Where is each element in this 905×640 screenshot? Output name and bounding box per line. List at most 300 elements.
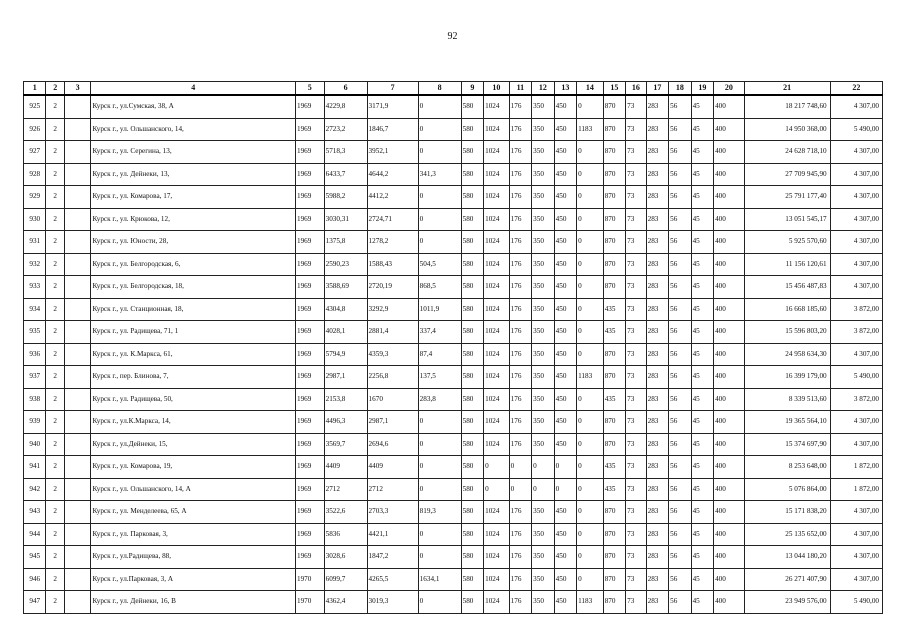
table-cell: 2 — [46, 321, 64, 344]
table-cell — [64, 141, 91, 164]
table-cell: 45 — [691, 568, 713, 591]
table-cell: 26 271 407,90 — [744, 568, 830, 591]
table-cell: 450 — [554, 411, 576, 434]
table-cell — [64, 591, 91, 614]
column-header-6: 6 — [324, 82, 367, 96]
table-cell — [64, 208, 91, 231]
table-cell: 400 — [714, 208, 745, 231]
table-cell: 1969 — [295, 141, 324, 164]
table-cell: 283 — [646, 95, 668, 118]
table-cell: 350 — [532, 591, 554, 614]
table-cell: 4421,1 — [367, 523, 418, 546]
table-cell: 56 — [669, 141, 691, 164]
table-cell: 0 — [577, 546, 604, 569]
table-cell: 4 307,00 — [830, 343, 882, 366]
table-cell: 2987,1 — [324, 366, 367, 389]
table-cell: 0 — [577, 186, 604, 209]
table-cell: 450 — [554, 591, 576, 614]
table-cell: 176 — [509, 298, 531, 321]
table-cell: Курск г., ул. Крюкова, 12, — [91, 208, 296, 231]
table-cell: 350 — [532, 276, 554, 299]
table-cell: 56 — [669, 276, 691, 299]
table-cell: 176 — [509, 208, 531, 231]
table-cell: 350 — [532, 433, 554, 456]
table-cell: 283 — [646, 253, 668, 276]
table-cell: 450 — [554, 568, 576, 591]
table-row — [24, 568, 883, 591]
table-cell: 0 — [577, 95, 604, 118]
table-cell: 400 — [714, 298, 745, 321]
table-cell: 0 — [577, 388, 604, 411]
table-cell: 435 — [603, 298, 625, 321]
table-cell: 870 — [603, 501, 625, 524]
table-cell: 1024 — [484, 231, 510, 254]
table-cell: 2 — [46, 141, 64, 164]
column-header-19: 19 — [691, 82, 713, 96]
table-cell: 56 — [669, 231, 691, 254]
table-cell: 0 — [577, 276, 604, 299]
table-cell: 3028,6 — [324, 546, 367, 569]
table-cell — [64, 343, 91, 366]
table-cell — [64, 433, 91, 456]
table-cell: 1024 — [484, 366, 510, 389]
housing-register-table — [23, 81, 883, 614]
table-cell: 435 — [603, 321, 625, 344]
table-cell — [64, 456, 91, 479]
table-cell: 45 — [691, 388, 713, 411]
table-cell: 45 — [691, 523, 713, 546]
table-cell: 1024 — [484, 253, 510, 276]
table-cell: 73 — [626, 411, 646, 434]
table-cell: 73 — [626, 478, 646, 501]
table-cell: 4 307,00 — [830, 501, 882, 524]
table-cell: 580 — [461, 186, 483, 209]
table-cell: 341,3 — [418, 163, 461, 186]
table-cell: 350 — [532, 95, 554, 118]
table-row — [24, 208, 883, 231]
table-cell: 2 — [46, 253, 64, 276]
table-cell: 350 — [532, 501, 554, 524]
table-cell: 176 — [509, 546, 531, 569]
table-cell: 0 — [484, 456, 510, 479]
table-cell: 2 — [46, 456, 64, 479]
table-cell: 3 872,00 — [830, 388, 882, 411]
table-cell: 56 — [669, 366, 691, 389]
table-cell: 45 — [691, 411, 713, 434]
column-header-2: 2 — [46, 82, 64, 96]
table-cell: 176 — [509, 95, 531, 118]
table-cell: 283 — [646, 501, 668, 524]
table-cell: 283 — [646, 411, 668, 434]
table-cell: 283 — [646, 433, 668, 456]
table-cell: 0 — [484, 478, 510, 501]
table-cell: 283 — [646, 141, 668, 164]
table-cell: 0 — [577, 343, 604, 366]
table-cell: 941 — [24, 456, 46, 479]
table-cell: 580 — [461, 546, 483, 569]
table-cell: 400 — [714, 186, 745, 209]
table-cell: 176 — [509, 523, 531, 546]
table-cell — [64, 523, 91, 546]
table-cell: 450 — [554, 163, 576, 186]
table-cell: 0 — [577, 253, 604, 276]
table-cell: 0 — [418, 433, 461, 456]
table-cell: 4 307,00 — [830, 231, 882, 254]
table-cell: Курск г., ул. Радищева, 50, — [91, 388, 296, 411]
table-cell: 1970 — [295, 591, 324, 614]
table-cell: 0 — [418, 411, 461, 434]
table-cell: Курск г., ул. Белгородская, 6, — [91, 253, 296, 276]
table-cell: 450 — [554, 343, 576, 366]
table-cell: 400 — [714, 141, 745, 164]
table-cell: 3 872,00 — [830, 298, 882, 321]
table-cell: 5 490,00 — [830, 118, 882, 141]
table-cell: 73 — [626, 118, 646, 141]
table-cell: 25 791 177,40 — [744, 186, 830, 209]
table-cell: 4412,2 — [367, 186, 418, 209]
table-cell: 45 — [691, 276, 713, 299]
table-cell: 580 — [461, 231, 483, 254]
column-header-11: 11 — [509, 82, 531, 96]
table-cell: 4 307,00 — [830, 208, 882, 231]
table-cell: 56 — [669, 523, 691, 546]
table-cell: 15 596 803,20 — [744, 321, 830, 344]
table-cell: 1969 — [295, 478, 324, 501]
table-cell: 450 — [554, 141, 576, 164]
table-row — [24, 478, 883, 501]
table-cell: 350 — [532, 231, 554, 254]
table-cell: 4 307,00 — [830, 95, 882, 118]
table-cell — [64, 95, 91, 118]
table-cell: 56 — [669, 388, 691, 411]
table-cell: 2153,8 — [324, 388, 367, 411]
table-cell: 56 — [669, 253, 691, 276]
table-cell: 931 — [24, 231, 46, 254]
table-cell: 940 — [24, 433, 46, 456]
table-cell: 450 — [554, 186, 576, 209]
table-cell: 176 — [509, 591, 531, 614]
table-cell: 3588,69 — [324, 276, 367, 299]
table-cell: Курск г., ул. Радищева, 71, 1 — [91, 321, 296, 344]
table-cell: 45 — [691, 95, 713, 118]
table-cell: 1969 — [295, 95, 324, 118]
table-cell: 1969 — [295, 366, 324, 389]
table-row — [24, 186, 883, 209]
table-cell: 176 — [509, 141, 531, 164]
table-cell: 870 — [603, 343, 625, 366]
table-cell: 935 — [24, 321, 46, 344]
table-cell: 2881,4 — [367, 321, 418, 344]
table-cell: 56 — [669, 478, 691, 501]
table-cell: 283 — [646, 231, 668, 254]
table-cell: 283 — [646, 366, 668, 389]
table-row — [24, 388, 883, 411]
table-cell: 2 — [46, 208, 64, 231]
table-row — [24, 231, 883, 254]
table-cell: 45 — [691, 321, 713, 344]
table-cell: 45 — [691, 433, 713, 456]
table-cell: 1183 — [577, 366, 604, 389]
table-cell: 580 — [461, 118, 483, 141]
table-cell: 45 — [691, 186, 713, 209]
table-cell: 350 — [532, 343, 554, 366]
table-cell: 400 — [714, 231, 745, 254]
table-cell: Курск г., ул. Парковая, 3, — [91, 523, 296, 546]
table-cell: 4 307,00 — [830, 163, 882, 186]
table-cell — [64, 253, 91, 276]
table-cell: 4 307,00 — [830, 141, 882, 164]
column-number-header — [24, 82, 883, 96]
table-cell: 1024 — [484, 343, 510, 366]
table-cell: 2 — [46, 478, 64, 501]
table-cell: 5718,3 — [324, 141, 367, 164]
table-cell: 56 — [669, 568, 691, 591]
table-cell: 1969 — [295, 186, 324, 209]
table-cell: 350 — [532, 321, 554, 344]
table-cell: 928 — [24, 163, 46, 186]
table-cell: 4362,4 — [324, 591, 367, 614]
table-cell: Курск г., ул. Юности, 28, — [91, 231, 296, 254]
table-cell: 580 — [461, 276, 483, 299]
table-cell: 0 — [577, 411, 604, 434]
table-cell: 450 — [554, 501, 576, 524]
table-cell: 1969 — [295, 343, 324, 366]
table-cell: 400 — [714, 523, 745, 546]
table-cell: Курск г., ул.Дейнеки, 15, — [91, 433, 296, 456]
table-cell: 73 — [626, 568, 646, 591]
table-cell: 350 — [532, 568, 554, 591]
table-cell: 1847,2 — [367, 546, 418, 569]
table-cell: 56 — [669, 298, 691, 321]
table-cell: 580 — [461, 523, 483, 546]
table-cell: 400 — [714, 163, 745, 186]
table-cell: 350 — [532, 546, 554, 569]
table-cell: 45 — [691, 118, 713, 141]
table-cell: 580 — [461, 456, 483, 479]
table-cell: 580 — [461, 298, 483, 321]
table-cell: 868,5 — [418, 276, 461, 299]
table-cell: 1024 — [484, 388, 510, 411]
table-cell: 580 — [461, 321, 483, 344]
table-cell: 1024 — [484, 163, 510, 186]
table-cell: 8 253 648,00 — [744, 456, 830, 479]
table-cell: 2694,6 — [367, 433, 418, 456]
table-cell: Курск г., ул. Дейнеки, 13, — [91, 163, 296, 186]
table-cell: 4 307,00 — [830, 568, 882, 591]
table-cell: 3292,9 — [367, 298, 418, 321]
table-cell: 19 365 564,10 — [744, 411, 830, 434]
table-cell: 45 — [691, 141, 713, 164]
table-cell: 3171,9 — [367, 95, 418, 118]
table-cell: 4409 — [324, 456, 367, 479]
table-cell: 8 339 513,60 — [744, 388, 830, 411]
table-cell: Курск г., пер. Блинова, 7, — [91, 366, 296, 389]
table-cell: 56 — [669, 411, 691, 434]
table-cell: 56 — [669, 163, 691, 186]
table-cell: 580 — [461, 163, 483, 186]
table-cell: 400 — [714, 568, 745, 591]
table-cell: 283 — [646, 298, 668, 321]
table-row — [24, 366, 883, 389]
table-cell: 56 — [669, 546, 691, 569]
column-header-21: 21 — [744, 82, 830, 96]
table-cell: 0 — [418, 523, 461, 546]
table-cell: 73 — [626, 253, 646, 276]
table-cell: 1969 — [295, 411, 324, 434]
table-cell: 1024 — [484, 411, 510, 434]
table-cell: 350 — [532, 411, 554, 434]
table-cell: 1278,2 — [367, 231, 418, 254]
table-cell: 870 — [603, 546, 625, 569]
table-cell: 1024 — [484, 118, 510, 141]
table-cell: 13 044 180,20 — [744, 546, 830, 569]
column-header-22: 22 — [830, 82, 882, 96]
table-cell: 870 — [603, 568, 625, 591]
table-cell: 2 — [46, 546, 64, 569]
table-cell: 23 949 576,00 — [744, 591, 830, 614]
table-cell: 45 — [691, 343, 713, 366]
column-header-5: 5 — [295, 82, 324, 96]
table-cell: 870 — [603, 118, 625, 141]
table-cell: 4 307,00 — [830, 523, 882, 546]
table-cell: 1634,1 — [418, 568, 461, 591]
table-cell: 400 — [714, 456, 745, 479]
table-row — [24, 343, 883, 366]
table-cell: 3 872,00 — [830, 321, 882, 344]
table-cell — [64, 546, 91, 569]
table-cell: 934 — [24, 298, 46, 321]
column-header-7: 7 — [367, 82, 418, 96]
table-cell: 870 — [603, 95, 625, 118]
table-cell: 56 — [669, 208, 691, 231]
table-cell: 580 — [461, 501, 483, 524]
table-cell: 73 — [626, 141, 646, 164]
table-cell: 504,5 — [418, 253, 461, 276]
table-cell: 56 — [669, 433, 691, 456]
table-cell: 56 — [669, 501, 691, 524]
table-row — [24, 411, 883, 434]
table-cell: Курск г., ул. Белгородская, 18, — [91, 276, 296, 299]
table-cell: 943 — [24, 501, 46, 524]
table-cell: 4304,8 — [324, 298, 367, 321]
table-cell: 283 — [646, 186, 668, 209]
table-cell: 927 — [24, 141, 46, 164]
table-cell: 2 — [46, 231, 64, 254]
table-cell: 0 — [577, 568, 604, 591]
table-cell: Курск г., ул. К.Маркса, 61, — [91, 343, 296, 366]
table-cell: 73 — [626, 208, 646, 231]
table-cell: Курск г., ул.Сумская, 38, А — [91, 95, 296, 118]
table-cell: 73 — [626, 95, 646, 118]
table-cell: 1024 — [484, 276, 510, 299]
table-cell: 350 — [532, 523, 554, 546]
table-cell: 14 950 368,00 — [744, 118, 830, 141]
table-cell: 870 — [603, 276, 625, 299]
table-cell: 933 — [24, 276, 46, 299]
table-cell: 0 — [509, 456, 531, 479]
column-header-10: 10 — [484, 82, 510, 96]
table-cell: 15 456 487,83 — [744, 276, 830, 299]
table-cell: 580 — [461, 388, 483, 411]
table-cell — [64, 276, 91, 299]
table-cell: 580 — [461, 208, 483, 231]
table-cell: 450 — [554, 388, 576, 411]
table-cell: 45 — [691, 366, 713, 389]
table-cell: 870 — [603, 253, 625, 276]
table-cell: 1969 — [295, 276, 324, 299]
table-cell: 400 — [714, 478, 745, 501]
table-cell: 4 307,00 — [830, 186, 882, 209]
table-cell: 1183 — [577, 118, 604, 141]
column-header-15: 15 — [603, 82, 625, 96]
table-cell: 2720,19 — [367, 276, 418, 299]
table-cell: 1846,7 — [367, 118, 418, 141]
table-cell: 2 — [46, 433, 64, 456]
table-cell: 2 — [46, 501, 64, 524]
table-cell: 2723,2 — [324, 118, 367, 141]
table-cell: 45 — [691, 231, 713, 254]
table-row — [24, 118, 883, 141]
table-cell: 0 — [418, 478, 461, 501]
table-cell: 1183 — [577, 591, 604, 614]
table-cell: 1969 — [295, 298, 324, 321]
table-cell — [64, 501, 91, 524]
table-cell: 45 — [691, 163, 713, 186]
table-cell: 56 — [669, 456, 691, 479]
table-cell: 1375,8 — [324, 231, 367, 254]
table-cell: 1024 — [484, 208, 510, 231]
table-cell: 580 — [461, 568, 483, 591]
table-cell: 450 — [554, 546, 576, 569]
table-cell: 73 — [626, 298, 646, 321]
table-cell: 400 — [714, 321, 745, 344]
table-row — [24, 95, 883, 118]
column-header-4: 4 — [91, 82, 296, 96]
table-cell: 6433,7 — [324, 163, 367, 186]
column-header-14: 14 — [577, 82, 604, 96]
table-cell — [64, 568, 91, 591]
table-cell: 18 217 748,60 — [744, 95, 830, 118]
table-cell: 0 — [418, 95, 461, 118]
table-cell: 945 — [24, 546, 46, 569]
table-cell: 930 — [24, 208, 46, 231]
table-cell: 73 — [626, 523, 646, 546]
table-cell: 0 — [577, 321, 604, 344]
table-cell: 400 — [714, 546, 745, 569]
table-cell: 0 — [577, 456, 604, 479]
table-cell: 350 — [532, 141, 554, 164]
table-cell: 450 — [554, 253, 576, 276]
table-cell — [64, 298, 91, 321]
table-cell — [64, 478, 91, 501]
table-cell: 1024 — [484, 321, 510, 344]
table-cell: 45 — [691, 546, 713, 569]
table-cell: 283 — [646, 388, 668, 411]
table-cell: 580 — [461, 591, 483, 614]
table-cell: 4 307,00 — [830, 546, 882, 569]
table-cell: 45 — [691, 298, 713, 321]
table-cell: 946 — [24, 568, 46, 591]
table-cell: 1969 — [295, 388, 324, 411]
table-cell: 0 — [418, 186, 461, 209]
table-cell: 400 — [714, 253, 745, 276]
table-cell: 283 — [646, 568, 668, 591]
table-cell: 5 925 570,60 — [744, 231, 830, 254]
table-cell: 870 — [603, 433, 625, 456]
table-cell: 0 — [418, 456, 461, 479]
table-cell: 5988,2 — [324, 186, 367, 209]
table-cell: 400 — [714, 95, 745, 118]
